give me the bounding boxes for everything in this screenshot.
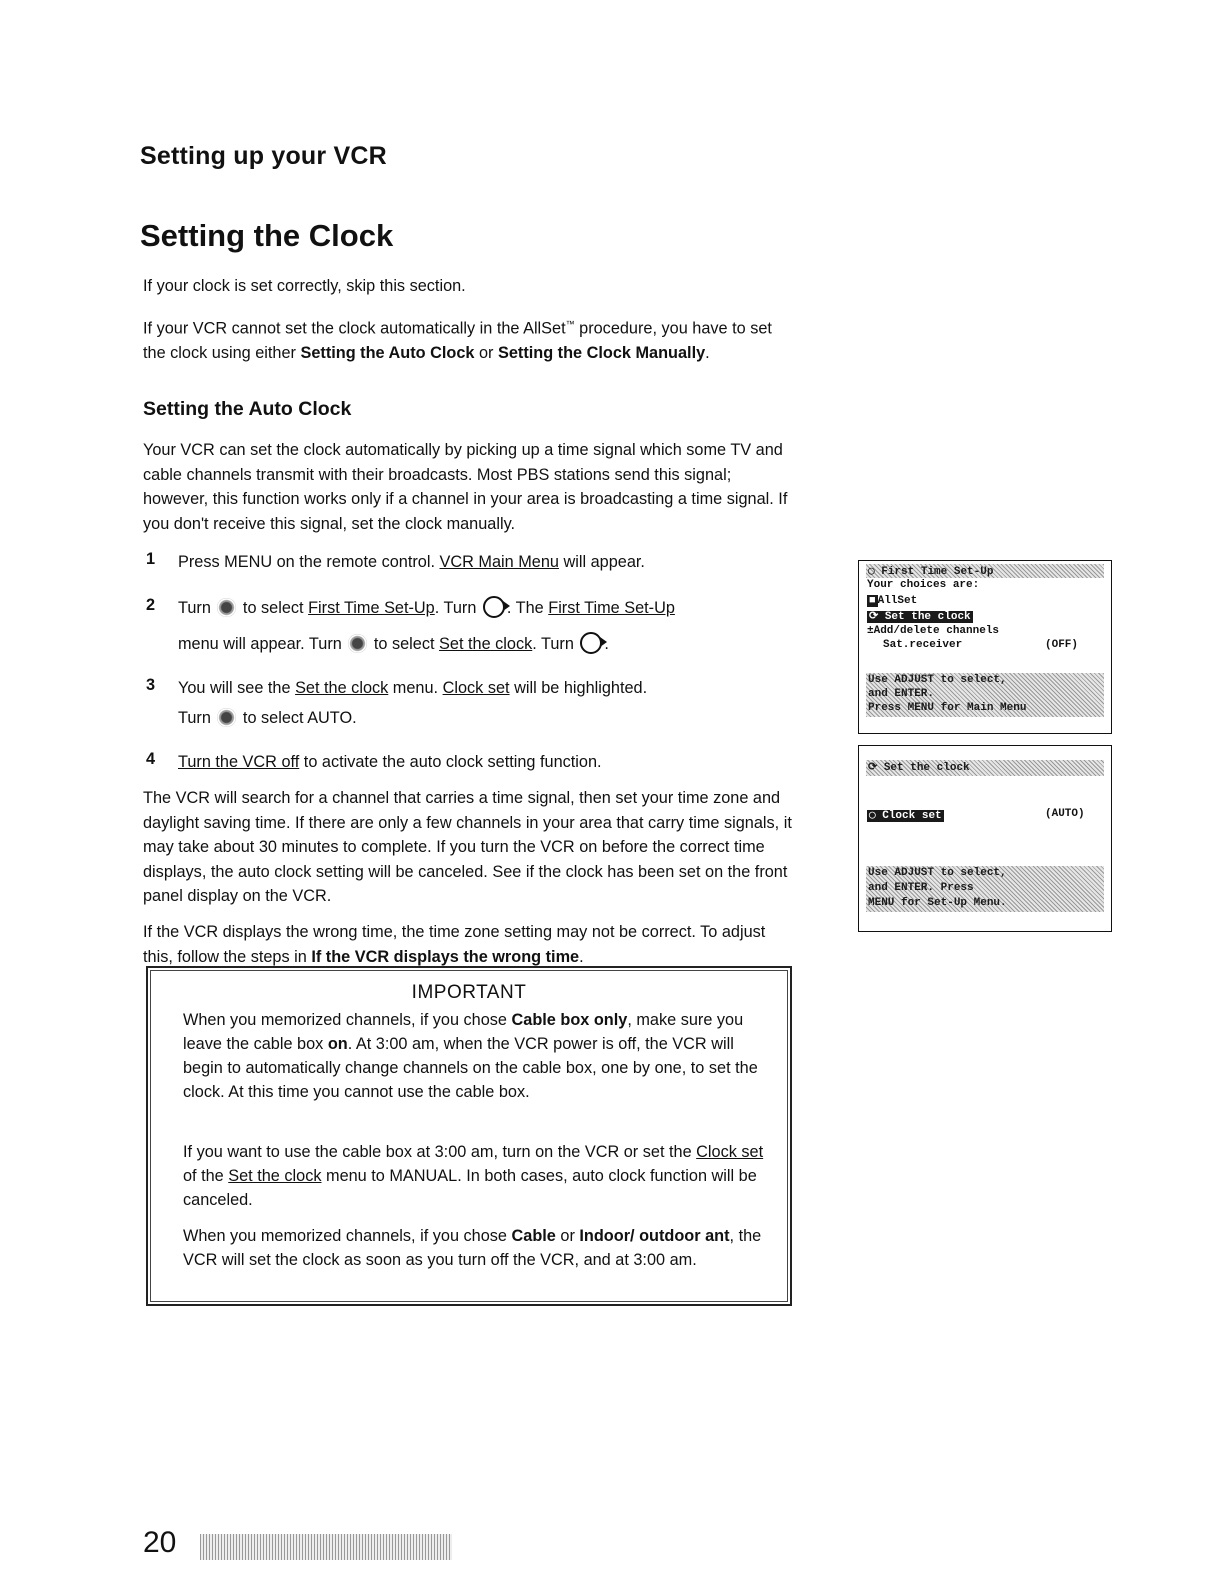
important-title: IMPORTANT: [411, 982, 527, 1003]
step-1-text: Press MENU on the remote control. VCR Main Menu will appear.: [178, 553, 645, 571]
search-paragraph: The VCR will search for a channel that carries a time signal, then set your time zone and daylight saving time. If there are only a few channels in your area that carry time signals, it may take about 30 minutes to complete. If you turn the VCR on before the correct time displays, the auto clock setting will be canceled. See if the clock has been set on the front panel display on the VCR.: [143, 789, 792, 905]
important-paragraph-1: When you memorized channels, if you chose Cable box only, make sure you leave the cable box on. At 3:00 am, when the VCR power is off, the VCR will begin to automatically change channels on the cable box, one by one, to set the clock. At this time you cannot use the cable box.: [183, 1011, 758, 1101]
step-2-number: 2: [146, 596, 156, 614]
step-2-text-cont: menu will appear. Turn to select Set the clock. Turn .: [178, 632, 798, 656]
screen-title-bar: ⟳ Set the clock: [866, 760, 1104, 776]
auto-clock-title: Setting the Auto Clock: [143, 398, 352, 420]
enter-button-icon: [483, 596, 505, 618]
set-the-clock-screen: [858, 745, 1112, 932]
page-title: Setting the Clock: [140, 218, 394, 253]
screen-item-sat-receiver: Sat.receiver: [883, 639, 963, 651]
footer-decoration-bar: [200, 1534, 452, 1560]
screen-item-allset: ■ AllSet: [869, 595, 918, 607]
step-4-number: 4: [146, 750, 156, 768]
adjust-dial-icon: [217, 598, 236, 617]
important-paragraph-2: If you want to use the cable box at 3:00 am, turn on the VCR or set the Clock set of the Set the clock menu to MANUAL. In both cases, auto clock function will be canceled.: [183, 1143, 764, 1209]
page-number: 20: [143, 1526, 177, 1559]
screen-item-set-clock: ⟳ Set the clock: [869, 611, 971, 623]
important-box: [146, 966, 792, 1306]
adjust-dial-icon: [217, 708, 236, 727]
step-3-text-cont: Turn to select AUTO.: [178, 709, 357, 727]
first-time-setup-screen: [858, 560, 1112, 734]
intro-paragraph-1: If your clock is set correctly, skip this section.: [143, 277, 466, 295]
enter-button-icon: [580, 632, 602, 654]
important-paragraph-3: When you memorized channels, if you chose Cable or Indoor/ outdoor ant, the VCR will set the clock as soon as you turn off the VCR, and at 3:00 am.: [183, 1227, 762, 1269]
screen-title-bar: ◯ First Time Set-Up: [866, 564, 1104, 578]
step-3-number: 3: [146, 676, 156, 694]
screen-help-text: Use ADJUST to select, and ENTER. Press MENU for Main Menu: [866, 673, 1104, 717]
screen-item-add-delete: ±Add/delete channels: [867, 625, 1000, 637]
wrong-time-paragraph: If the VCR displays the wrong time, the time zone setting may not be correct. To adjust this, follow the steps in If the VCR displays the wrong time.: [143, 923, 766, 966]
step-2-text: Turn to select First Time Set-Up. Turn . The First Time Set-Up: [178, 596, 798, 620]
screen-help-text: Use ADJUST to select, and ENTER. Press MENU for Set-Up Menu.: [866, 866, 1104, 912]
step-3-text: You will see the Set the clock menu. Clock set will be highlighted.: [178, 679, 648, 697]
section-title: Setting up your VCR: [140, 142, 387, 170]
intro-paragraph-2: If your VCR cannot set the clock automatically in the AllSet™ procedure, you have to set the clock using either Setting the Auto Clock or Setting the Clock Manually.: [143, 319, 772, 362]
screen-sat-receiver-value: (OFF): [1045, 639, 1079, 651]
screen-choices-label: Your choices are:: [867, 579, 980, 591]
screen-clock-set-value: (AUTO): [1045, 808, 1085, 820]
step-4-text: Turn the VCR off to activate the auto clock setting function.: [178, 753, 602, 771]
screen-item-clock-set: ◯ Clock set: [869, 810, 942, 822]
auto-clock-body: Your VCR can set the clock automatically by picking up a time signal which some TV and cable channels transmit with their broadcasts. Most PBS stations send this signal; however, this function works only if a channel in your area is broadcasting a time signal. If you don't receive this signal, set the clock manually.: [143, 441, 788, 533]
adjust-dial-icon: [348, 634, 367, 653]
step-1-number: 1: [146, 550, 156, 568]
